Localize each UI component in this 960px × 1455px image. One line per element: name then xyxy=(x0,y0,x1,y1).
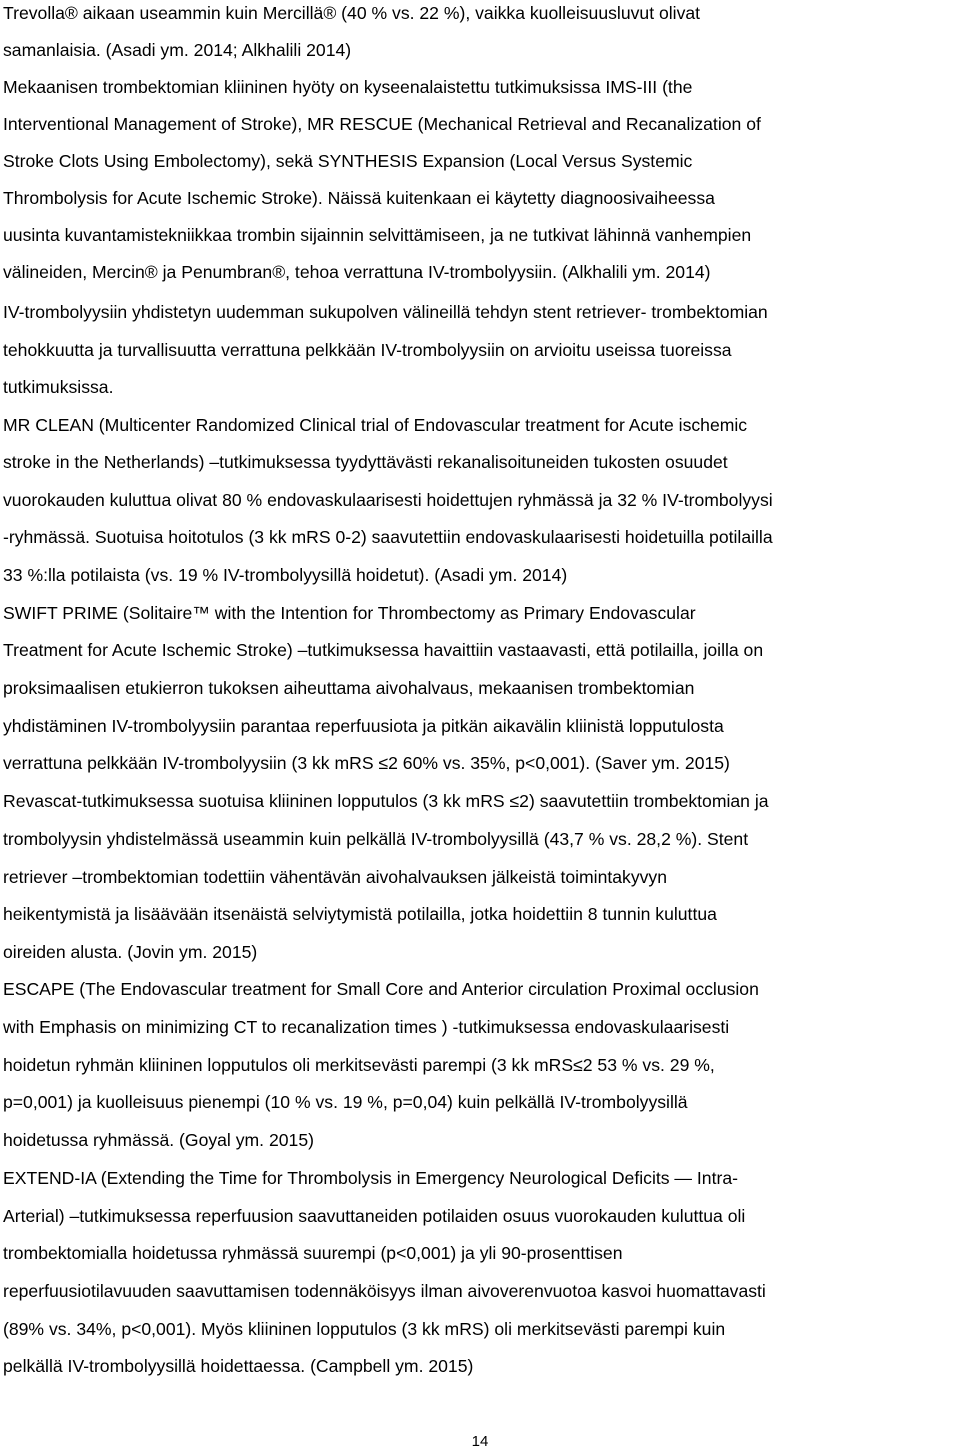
text-line: proksimaalisen etukierron tukoksen aiheuttama aivohalvaus, mekaanisen trombektomian xyxy=(3,678,695,698)
text-line: Thrombolysis for Acute Ischemic Stroke). Näissä kuitenkaan ei käytetty diagnoosivaiheessa xyxy=(3,188,715,208)
text-line: Stroke Clots Using Embolectomy), sekä SYNTHESIS Expansion (Local Versus Systemic xyxy=(3,151,693,171)
text-line: oireiden alusta. (Jovin ym. 2015) xyxy=(3,942,258,962)
text-line: hoidetussa ryhmässä. (Goyal ym. 2015) xyxy=(3,1130,314,1150)
text-line: ESCAPE (The Endovascular treatment for Small Core and Anterior circulation Proximal occlusion xyxy=(3,979,759,999)
text-line: p=0,001) ja kuolleisuus pienempi (10 % vs. 19 %, p=0,04) kuin pelkällä IV-trombolyysillä xyxy=(3,1092,688,1112)
text-line: Interventional Management of Stroke), MR RESCUE (Mechanical Retrieval and Recanalization of xyxy=(3,114,761,134)
text-line: IV-trombolyysiin yhdistetyn uudemman sukupolven välineillä tehdyn stent retriever- trombektomian xyxy=(3,302,768,322)
text-line: 33 %:lla potilaista (vs. 19 % IV-trombolyysillä hoidetut). (Asadi ym. 2014) xyxy=(3,565,568,585)
text-line: verrattuna pelkkään IV-trombolyysiin (3 kk mRS ≤2 60% vs. 35%, p<0,001). (Saver ym. 2015) xyxy=(3,753,730,773)
text-line: trombektomialla hoidetussa ryhmässä suurempi (p<0,001) ja yli 90-prosenttisen xyxy=(3,1243,623,1263)
text-line: Trevolla® aikaan useammin kuin Mercillä® (40 % vs. 22 %), vaikka kuolleisuusluvut olivat xyxy=(3,3,701,23)
text-line: Treatment for Acute Ischemic Stroke) –tutkimuksessa havaittiin vastaavasti, että potilailla, joilla on xyxy=(3,640,764,660)
text-line: trombolyysin yhdistelmässä useammin kuin pelkällä IV-trombolyysillä (43,7 % vs. 28,2 %). Stent xyxy=(3,829,749,849)
text-line: heikentymistä ja lisäävään itsenäistä selviytymistä potilailla, jotka hoidettiin 8 tunnin kuluttua xyxy=(3,904,717,924)
page-number: 14 xyxy=(471,1433,489,1450)
text-line: Arterial) –tutkimuksessa reperfuusion saavuttaneiden potilaiden osuus vuorokauden kuluttua oli xyxy=(3,1206,746,1226)
text-line: reperfuusiotilavuuden saavuttamisen todennäköisyys ilman aivoverenvuotoa kasvoi huomattavasti xyxy=(3,1281,766,1301)
text-line: tutkimuksissa. xyxy=(3,377,114,397)
text-line: Mekaanisen trombektomian kliininen hyöty on kyseenalaistettu tutkimuksissa IMS-III (the xyxy=(3,77,693,97)
text-line: vuorokauden kuluttua olivat 80 % endovaskulaarisesti hoidettujen ryhmässä ja 32 % IV-trombolyysi xyxy=(3,490,773,510)
text-line: yhdistäminen IV-trombolyysiin parantaa reperfuusiota ja pitkän aikavälin kliinistä lopputulosta xyxy=(3,716,724,736)
text-line: retriever –trombektomian todettiin vähentävän aivohalvauksen jälkeistä toimintakyvyn xyxy=(3,867,668,887)
text-line: hoidetun ryhmän kliininen lopputulos oli merkitsevästi parempi (3 kk mRS≤2 53 % vs. 29 %, xyxy=(3,1055,715,1075)
text-line: stroke in the Netherlands) –tutkimuksessa tyydyttävästi rekanalisoituneiden tukosten osuudet xyxy=(3,452,728,472)
text-line: samanlaisia. (Asadi ym. 2014; Alkhalili 2014) xyxy=(3,40,352,60)
text-line: with Emphasis on minimizing CT to recanalization times ) -tutkimuksessa endovaskulaarisesti xyxy=(3,1017,730,1037)
text-line: MR CLEAN (Multicenter Randomized Clinical trial of Endovascular treatment for Acute ischemic xyxy=(3,415,748,435)
text-line: SWIFT PRIME (Solitaire™ with the Intention for Thrombectomy as Primary Endovascular xyxy=(3,603,696,623)
text-line: pelkällä IV-trombolyysillä hoidettaessa. (Campbell ym. 2015) xyxy=(3,1356,474,1376)
text-line: tehokkuutta ja turvallisuutta verrattuna pelkkään IV-trombolyysiin on arvioitu useissa tuoreissa xyxy=(3,340,732,360)
text-line: -ryhmässä. Suotuisa hoitotulos (3 kk mRS 0-2) saavutettiin endovaskulaarisesti hoidetuilla potilailla xyxy=(3,527,773,547)
text-line: uusinta kuvantamistekniikkaa trombin sijainnin selvittämiseen, ja ne tutkivat lähinnä vanhempien xyxy=(3,225,752,245)
text-line: välineiden, Mercin® ja Penumbran®, tehoa verrattuna IV-trombolyysiin. (Alkhalili ym. 2014) xyxy=(3,262,711,282)
text-line: EXTEND-IA (Extending the Time for Thrombolysis in Emergency Neurological Deficits — Intra- xyxy=(3,1168,738,1188)
text-line: (89% vs. 34%, p<0,001). Myös kliininen lopputulos (3 kk mRS) oli merkitsevästi parempi kuin xyxy=(3,1319,726,1339)
text-line: Revascat-tutkimuksessa suotuisa kliininen lopputulos (3 kk mRS ≤2) saavutettiin trombektomian ja xyxy=(3,791,769,811)
